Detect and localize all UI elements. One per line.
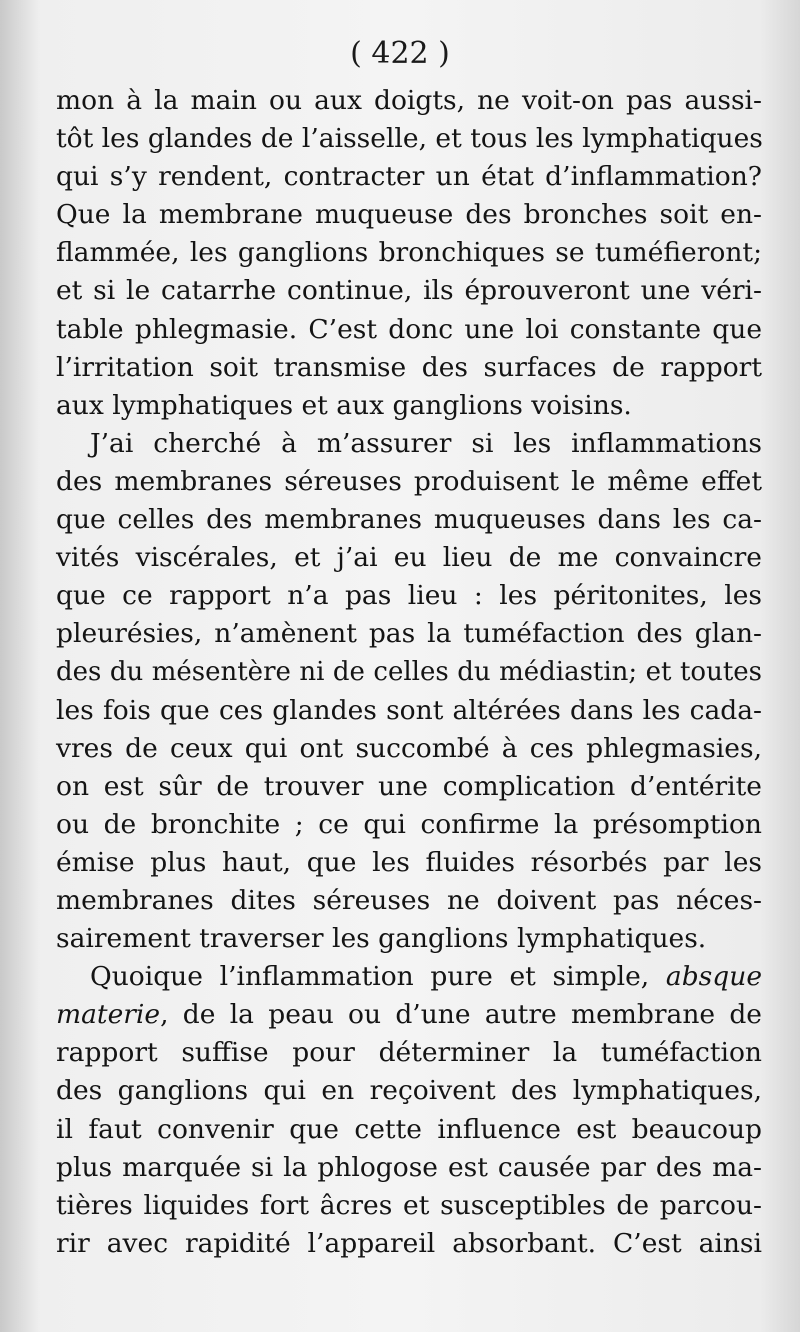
text-line: Que la membrane muqueuse des bronches soit en-	[56, 199, 762, 231]
text-line: des ganglions qui en reçoivent des lymphatiques,	[56, 1075, 762, 1107]
text-line: ou de bronchite ; ce qui confirme la présomption	[56, 808, 762, 840]
text-line: plus marquée si la phlogose est causée par des ma-	[56, 1151, 762, 1183]
text-line: vités viscérales, et j’ai eu lieu de me convaincre	[56, 542, 762, 574]
text-line: que celles des membranes muqueuses dans les ca-	[56, 504, 762, 536]
text-line: pleurésies, n’amènent pas la tuméfaction des glan-	[56, 618, 762, 650]
text-line: vres de ceux qui ont succombé à ces phlegmasies,	[56, 732, 762, 764]
text-line: flammée, les ganglions bronchiques se tuméfieront;	[56, 237, 762, 269]
text-line: des membranes séreuses produisent le même effet	[56, 465, 762, 497]
text-line	[56, 958, 762, 996]
text-line: qui s’y rendent, contracter un état d’inflammation?	[56, 161, 762, 193]
italic-phrase: materie	[56, 999, 161, 1031]
text-line: rapport suffise pour déterminer la tuméfaction	[56, 1037, 762, 1069]
text-line: tôt les glandes de l’aisselle, et tous les lymphatiques	[56, 123, 763, 155]
text-line: sairement traverser les ganglions lymphatiques.	[56, 923, 707, 955]
text-line: il faut convenir que cette influence est beaucoup	[56, 1113, 762, 1145]
paragraph-1	[56, 82, 762, 425]
text-line: mon à la main ou aux doigts, ne voit-on pas aussi-	[56, 85, 762, 116]
italic-phrase: absque	[665, 961, 762, 993]
text-line: tières liquides fort âcres et susceptibles de parcou-	[56, 1189, 762, 1221]
text-line: et si le catarrhe continue, ils éprouveront une véri-	[56, 275, 762, 307]
paragraph-2	[56, 425, 762, 958]
text-run: , de la peau ou d’une autre membrane de	[160, 999, 762, 1031]
text-line: les fois que ces glandes sont altérées dans les cada-	[56, 694, 762, 726]
text-line: on est sûr de trouver une complication d’entérite	[56, 770, 762, 802]
page-number: ( 422 )	[350, 36, 450, 71]
text-line: membranes dites séreuses ne doivent pas néces-	[56, 884, 762, 916]
text-line: que ce rapport n’a pas lieu : les péritonites, les	[56, 580, 762, 612]
text-line: J’ai cherché à m’assurer si les inflammations	[90, 427, 762, 459]
text-line: des du mésentère ni de celles du médiastin; et toutes	[56, 657, 762, 688]
text-line: émise plus haut, que les fluides résorbés par les	[56, 846, 762, 878]
text-line: rir avec rapidité l’appareil absorbant. C’est ainsi	[56, 1227, 762, 1259]
text-line: aux lymphatiques et aux ganglions voisins.	[56, 389, 632, 421]
text-line: l’irritation soit transmise des surfaces de rapport	[56, 351, 762, 383]
paragraph-3	[56, 958, 762, 1263]
text-line: table phlegmasie. C’est donc une loi constante que	[56, 313, 762, 345]
body-text	[56, 82, 762, 1263]
text-run: Quoique l’inflammation pure et simple,	[90, 961, 666, 993]
text-line	[56, 996, 762, 1034]
